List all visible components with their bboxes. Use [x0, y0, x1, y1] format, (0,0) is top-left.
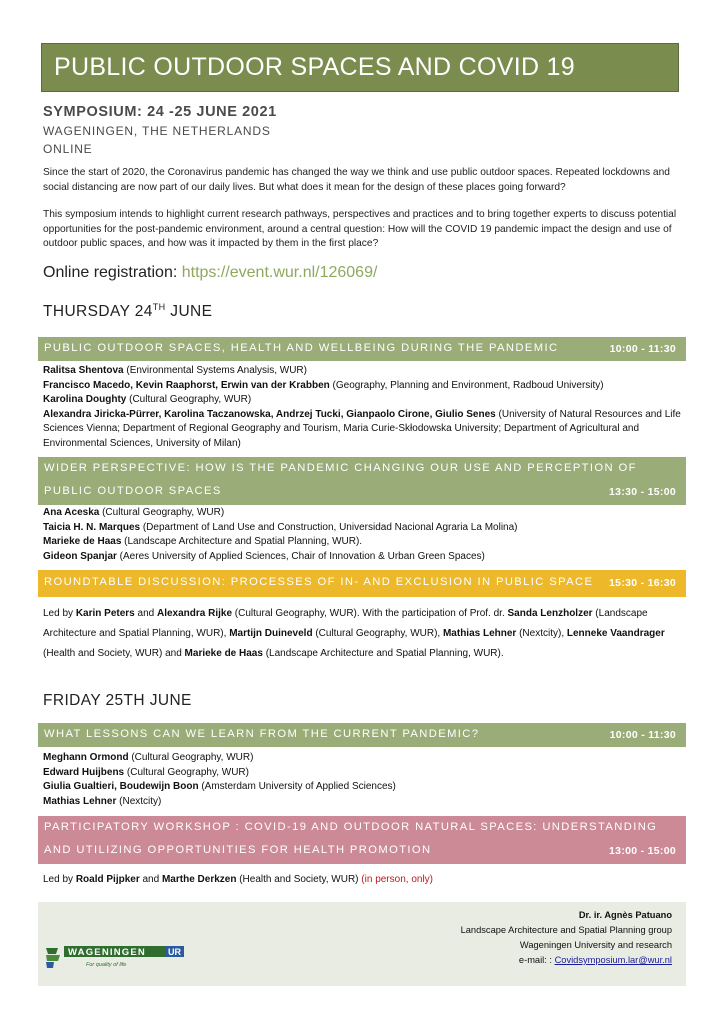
registration: [43, 264, 377, 282]
in-person-note: (in person, only): [361, 874, 433, 885]
speaker-entry: Gideon Spanjar (Aeres University of Applied Sciences, Chair of Innovation & Urban Green Spaces): [43, 550, 485, 562]
session-2-speakers: [43, 506, 688, 564]
svg-text:For quality of life: For quality of life: [86, 962, 127, 968]
footer: [38, 902, 686, 986]
symposium-dates: SYMPOSIUM: 24 -25 JUNE 2021: [43, 104, 277, 120]
speaker-entry: Ralitsa Shentova (Environmental Systems Analysis, WUR): [43, 365, 307, 376]
session-title-line-1: PARTICIPATORY WORKSHOP : COVID-19 AND OUTDOOR NATURAL SPACES: UNDERSTANDING: [44, 821, 658, 833]
intro-paragraph-2: This symposium intends to highlight current research pathways, perspectives and practices and to bring together experts to discuss potential opportunities for the post-pandemic environment, around a central question: How will the COVID 19 pandemic impact the design and use of outdoor public spaces, and how was it impacted by them in the first place?: [43, 209, 677, 249]
session-bar-wider-perspective: [38, 457, 686, 505]
session-time: 10:00 - 11:30: [609, 343, 676, 355]
contact-name: Dr. ir. Agnès Patuano: [578, 910, 672, 920]
page-title: PUBLIC OUTDOOR SPACES AND COVID 19: [54, 53, 575, 81]
session-3-description: Led by Karin Peters and Alexandra Rijke (Cultural Geography, WUR). With the participation of Prof. dr. Sanda Lenzholzer (Landscape Architecture and Spatial Planning, WUR), Martijn Duineveld (Cultural Geography, WUR), Mathias Lehner (Nextcity), Lenneke Vaandrager (Health and Society, WUR) and Marieke de Haas (Landscape Architecture and Spatial Planning, WUR).: [43, 608, 665, 659]
session-title: ROUNDTABLE DISCUSSION: PROCESSES OF IN- AND EXCLUSION IN PUBLIC SPACE: [44, 576, 594, 588]
svg-text:UR: UR: [168, 947, 181, 957]
session-title: WHAT LESSONS CAN WE LEARN FROM THE CURRENT PANDEMIC?: [44, 728, 480, 740]
session-4-speakers: [43, 751, 688, 809]
session-bar-lessons: [38, 723, 686, 747]
contact-block: [461, 908, 672, 968]
title-banner: [41, 43, 679, 92]
speaker-entry: Francisco Macedo, Kevin Raaphorst, Erwin van der Krabben (Geography, Planning and Environment, Radboud University): [43, 379, 604, 391]
speaker-entry: Taicia H. N. Marques (Department of Land Use and Construction, Universidad Nacional Agraria La Molina): [43, 521, 518, 533]
speaker-entry: Ana Aceska (Cultural Geography, WUR): [43, 507, 225, 518]
speaker-entry: Alexandra Jiricka-Pürrer, Karolina Taczanowska, Andrzej Tucki, Gianpaolo Cirone, Giulio Senes (University of Natural Resources and Life Sciences Vienna; Department of Regional Geography and Tourism, Maria Curie-Skłodowska University; Department of Agricultural and Environmental Sciences, University of Milan): [43, 408, 681, 449]
session-5-description: Led by Roald Pijpker and Marthe Derkzen (Health and Society, WUR) (in person, only): [43, 874, 433, 885]
session-bar-health: [38, 337, 686, 361]
session-title: PUBLIC OUTDOOR SPACES, HEALTH AND WELLBEING DURING THE PANDEMIC: [44, 342, 559, 354]
contact-group: Landscape Architecture and Spatial Planning group: [460, 925, 672, 935]
speaker-entry: Edward Huijbens (Cultural Geography, WUR): [43, 766, 249, 778]
session-time: 13:00 - 15:00: [609, 845, 676, 857]
session-title-line-1: WIDER PERSPECTIVE: HOW IS THE PANDEMIC CHANGING OUR USE AND PERCEPTION OF: [44, 462, 637, 474]
email-link[interactable]: Covidsymposium.lar@wur.nl: [554, 955, 672, 965]
thursday-heading: THURSDAY 24TH JUNE: [43, 302, 213, 320]
session-1-speakers: [43, 364, 688, 452]
session-bar-workshop: [38, 816, 686, 864]
speaker-entry: Karolina Doughty (Cultural Geography, WUR): [43, 394, 252, 406]
registration-label: Online registration:: [43, 264, 182, 281]
speaker-entry: Giulia Gualtieri, Boudewijn Boon (Amsterdam University of Applied Sciences): [43, 781, 396, 793]
session-title-line-2: PUBLIC OUTDOOR SPACES: [44, 485, 222, 497]
intro-paragraph-1: Since the start of 2020, the Coronavirus pandemic has changed the way we think and use public outdoor spaces. Repeated lockdowns and social distancing are now part of our daily lives. But what does it mean for the design of these places going forward?: [43, 167, 670, 193]
speaker-entry: Mathias Lehner (Nextcity): [43, 795, 162, 807]
contact-email: e-mail: : Covidsymposium.lar@wur.nl: [518, 955, 672, 965]
speaker-entry: Meghann Ormond (Cultural Geography, WUR): [43, 752, 254, 763]
friday-heading: FRIDAY 25TH JUNE: [43, 692, 192, 709]
wageningen-logo-icon: [44, 942, 194, 972]
session-time: 10:00 - 11:30: [609, 729, 676, 741]
svg-text:WAGENINGEN: WAGENINGEN: [68, 947, 146, 958]
session-title-line-2: AND UTILIZING OPPORTUNITIES FOR HEALTH PROMOTION: [44, 844, 432, 856]
session-time: 15:30 - 16:30: [609, 577, 676, 589]
registration-link[interactable]: https://event.wur.nl/126069/: [181, 264, 378, 281]
session-bar-roundtable: [38, 570, 686, 597]
speaker-entry: Marieke de Haas (Landscape Architecture and Spatial Planning, WUR).: [43, 536, 363, 548]
session-time: 13:30 - 15:00: [609, 486, 676, 498]
symposium-mode: ONLINE: [43, 142, 93, 156]
contact-university: Wageningen University and research: [519, 940, 672, 950]
wageningen-logo: [44, 942, 194, 972]
symposium-location: WAGENINGEN, THE NETHERLANDS: [43, 124, 271, 138]
